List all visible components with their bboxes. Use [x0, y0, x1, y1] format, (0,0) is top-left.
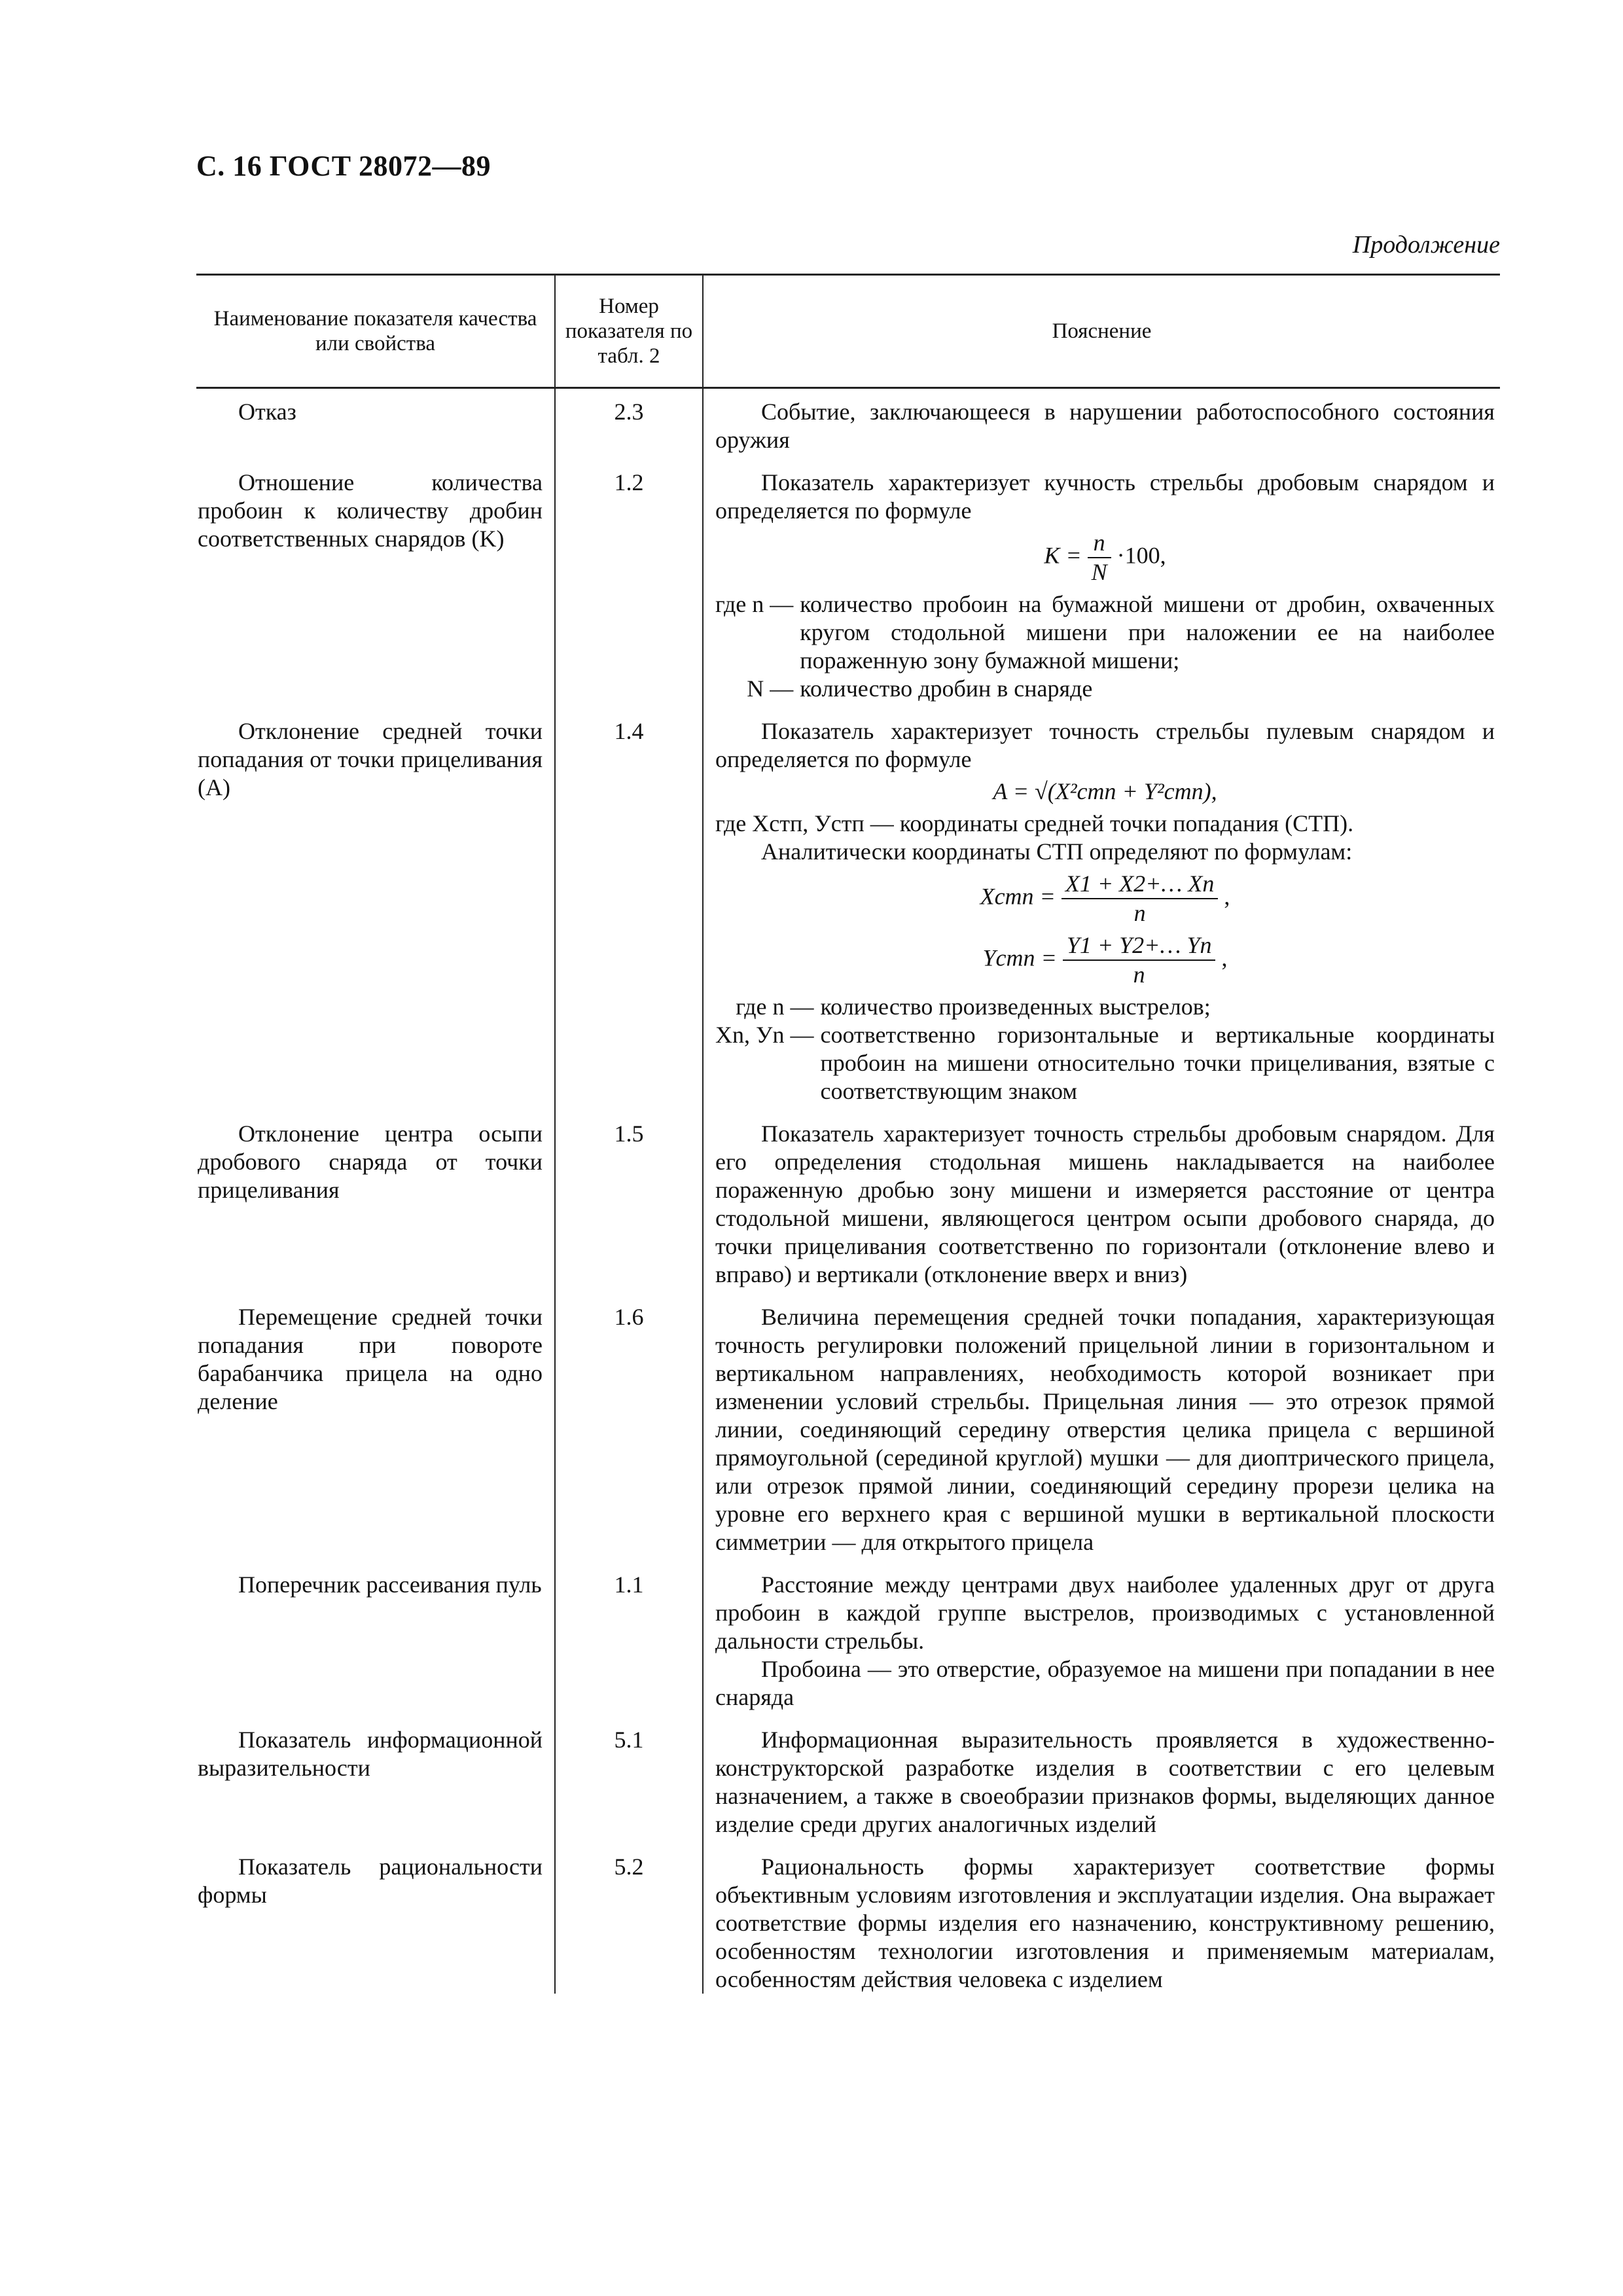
indicator-number: 5.2 — [555, 1853, 703, 1994]
formula-legend: где n — количество произведенных выстрелов; Xn, Уn — соответственно горизонтальные и вертикальные координаты пробоин на мишени относительно точки прицеливания, взятые с соответствующим знаком — [715, 994, 1495, 1104]
indicator-number: 2.3 — [555, 388, 703, 455]
indicator-number: 1.1 — [555, 1571, 703, 1712]
indicator-name: Отклонение средней точки попадания от точки прицеливания (A) — [198, 718, 543, 800]
column-header-number: Номер показателя по табл. 2 — [555, 275, 703, 388]
table-row — [196, 388, 1500, 455]
indicator-explanation: Информационная выразительность проявляется в художественно-конструкторской разработке изделия в соответствии с его целевым назначением, а также в своеобразии признаков формы, выделяющих данное изделие среди других аналогичных изделий — [715, 1727, 1495, 1837]
table-row — [196, 1303, 1500, 1556]
indicator-number: 1.2 — [555, 469, 703, 703]
formula-legend-stp: где Xстп, Уcтп — координаты средней точки попадания (СТП). — [715, 810, 1354, 836]
indicator-name: Отказ — [238, 399, 296, 425]
indicator-number: 1.5 — [555, 1120, 703, 1289]
table-row — [196, 1571, 1500, 1712]
indicator-name: Показатель рациональности формы — [198, 1854, 543, 1908]
table-row — [196, 1120, 1500, 1289]
indicator-table — [196, 274, 1500, 1994]
indicator-explanation: Величина перемещения средней точки попадания, характеризующая точность регулировки положений прицельной линии в горизонтальном и вертикальном направлениях, необходимость которой возникает при изменении условий стрельбы. Прицельная линия — это отрезок прямой линии, соединяющий середину отверстия целика прицела с вершиной прямоугольной (серединой круглой) мушки — для диоптрического прицела, или отрезок прямой линии, соединяющий середину прорези целика на уровне его верхнего края с вершиной мушки в вертикальной плоскости симметрии — для открытого прицела — [715, 1304, 1495, 1555]
table-row — [196, 1853, 1500, 1994]
page-title: С. 16 ГОСТ 28072—89 — [196, 150, 491, 182]
indicator-explanation: Расстояние между центрами двух наиболее удаленных друг от друга пробоин в каждой группе выстрелов, производимых с установленной дальности стрельбы. — [715, 1571, 1495, 1654]
table-row — [196, 469, 1500, 703]
formula-a: A = √(X²стп + Y²стп), — [993, 778, 1217, 804]
indicator-number: 1.6 — [555, 1303, 703, 1556]
column-header-name: Наименование показателя качества или свойства — [196, 275, 555, 388]
formula-legend: где n — количество пробоин на бумажной мишени от дробин, охваченных кругом стодольной мишени при наложении ее на наиболее пораженную зону бумажной мишени; N — количество дробин в снаряде — [715, 591, 1495, 702]
indicator-explanation: Показатель характеризует точность стрельбы дробовым снарядом. Для его определения стодольная мишень накладывается на наиболее пораженную дробью зону мишени и измеряется расстояние от центра стодольной мишени, являющегося центром осыпи дробового снаряда, до точки прицеливания соответственно по горизонтали (отклонение влево и вправо) и вертикали (отклонение вверх и вниз) — [715, 1121, 1495, 1287]
indicator-name: Отклонение центра осыпи дробового снаряда от точки прицеливания — [198, 1121, 543, 1203]
column-header-explanation: Пояснение — [703, 275, 1500, 388]
indicator-name: Перемещение средней точки попадания при повороте барабанчика прицела на одно деление — [198, 1304, 543, 1414]
indicator-explanation-note: Пробоина — это отверстие, образуемое на мишени при попадании в нее снаряда — [715, 1656, 1495, 1710]
indicator-explanation: Показатель характеризует кучность стрельбы дробовым снарядом и определяется по формуле — [715, 469, 1495, 524]
indicator-number: 1.4 — [555, 717, 703, 1105]
table-row — [196, 1726, 1500, 1839]
formula-k: K = $\frac{n}{N}$ ·100, — [1044, 529, 1166, 585]
indicator-explanation: Событие, заключающееся в нарушении работоспособного состояния оружия — [715, 399, 1495, 453]
indicator-name: Показатель информационной выразительности — [198, 1727, 543, 1781]
formula-y-stp: Yстп = $\frac{Y1 + Y2+\dots Yn}{n}$ , — [982, 932, 1228, 988]
indicator-number: 5.1 — [555, 1726, 703, 1839]
continuation-label: Продолжение — [1352, 231, 1500, 259]
stp-intro: Аналитически координаты СТП определяют по формулам: — [761, 838, 1353, 865]
table-row — [196, 717, 1500, 1105]
indicator-name: Отношение количества пробоин к количеству дробин соответственных снарядов (K) — [198, 469, 543, 552]
indicator-explanation: Показатель характеризует точность стрельбы пулевым снарядом и определяется по формуле — [715, 718, 1495, 772]
table-header-row — [196, 275, 1500, 388]
formula-x-stp: Xстп = $\frac{X1 + X2+\dots Xn}{n}$ , — [980, 870, 1230, 926]
indicator-name: Поперечник рассеивания пуль — [238, 1571, 542, 1598]
indicator-explanation: Рациональность формы характеризует соответствие формы объективным условиям изготовления и эксплуатации изделия. Она выражает соответствие формы изделия его назначению, конструктивному решению, особенностям технологии изготовления и применяемым материалам, особенностям действия человека с изделием — [715, 1854, 1495, 1992]
